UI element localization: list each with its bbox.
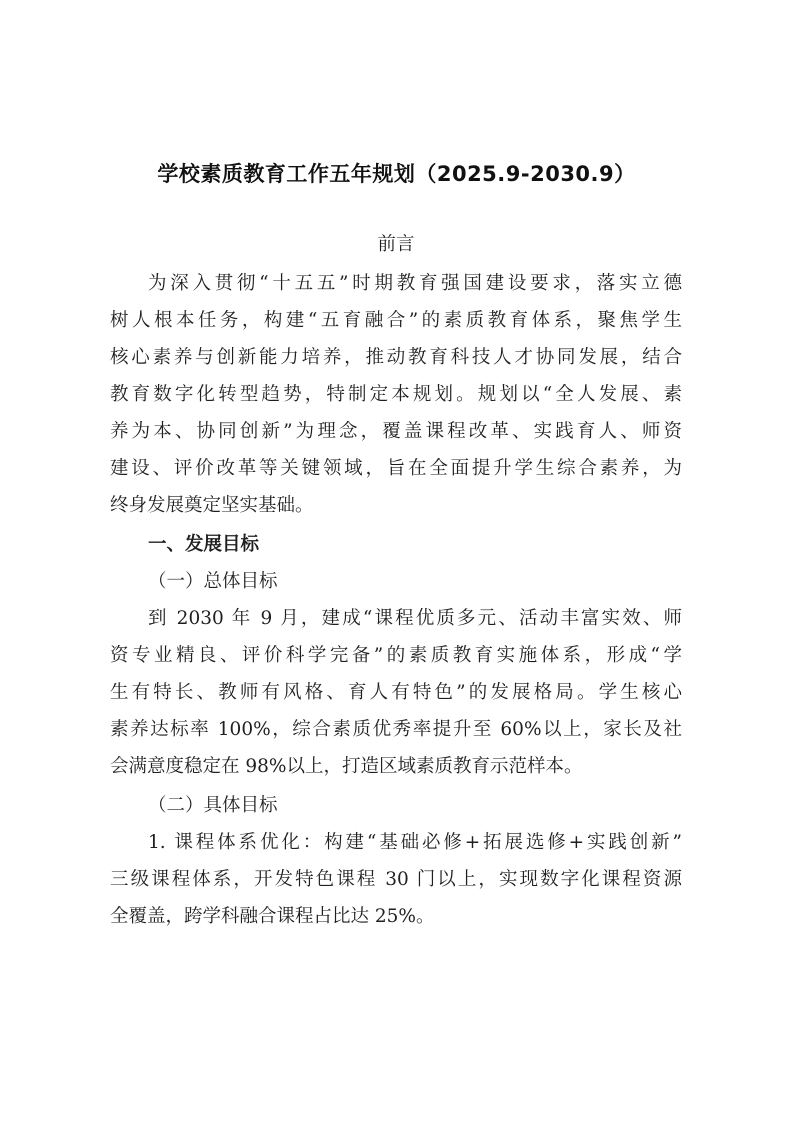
document-title: 学校素质教育工作五年规划（2025.9-2030.9）	[157, 162, 636, 186]
preface-line: 养为本、协同创新”为理念，覆盖课程改革、实践育人、师资	[110, 421, 682, 442]
paragraph-line: 素养达标率 100%，综合素质优秀率提升至 60%以上，家长及社	[110, 719, 682, 740]
preface-line: 建设、评价改革等关键领域，旨在全面提升学生综合素养，为	[110, 458, 682, 479]
section-heading: 一、发展目标	[148, 534, 260, 555]
paragraph-line: 1. 课程体系优化：构建“基础必修+拓展选修+实践创新”	[148, 832, 682, 853]
preface-line: 终身发展奠定坚实基础。	[110, 495, 314, 516]
preface-line: 核心素养与创新能力培养，推动教育科技人才协同发展，结合	[110, 347, 682, 368]
paragraph-line: 三级课程体系，开发特色课程 30 门以上，实现数字化课程资源	[110, 869, 682, 890]
preface-line: 为深入贯彻“十五五”时期教育强国建设要求，落实立德	[148, 273, 682, 294]
paragraph-line: 资专业精良、评价科学完备”的素质教育实施体系，形成“学	[110, 645, 682, 666]
paragraph-line: 到 2030 年 9 月，建成“课程优质多元、活动丰富实效、师	[148, 608, 682, 629]
preface-line: 教育数字化转型趋势，特制定本规划。规划以“全人发展、素	[110, 384, 682, 405]
subsection-heading: （一）总体目标	[148, 571, 278, 592]
preface-line: 树人根本任务，构建“五育融合”的素质教育体系，聚焦学生	[110, 310, 682, 331]
paragraph-line: 会满意度稳定在 98%以上，打造区域素质教育示范样本。	[110, 756, 583, 777]
subsection-heading: （二）具体目标	[148, 795, 278, 816]
preface-heading: 前言	[377, 234, 415, 255]
paragraph-line: 全覆盖，跨学科融合课程占比达 25%。	[110, 906, 435, 927]
paragraph-line: 生有特长、教师有风格、育人有特色”的发展格局。学生核心	[110, 682, 682, 703]
